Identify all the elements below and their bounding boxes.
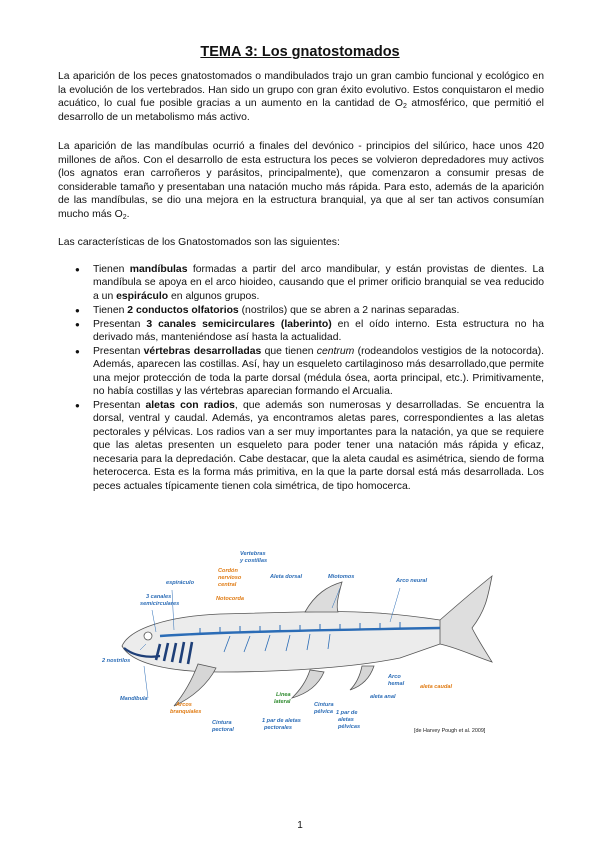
list-item: ● Presentan vértebras desarrolladas que tienen centrum (rodeandolos vestigios de la notocorda). Además, aparecen las costillas. Así, hay un esqueleto cartilaginoso más desarrollado,que permite una mejor protección de toda la parte dorsal (médula ósea, aorta principal, etc.). Primitivamente, no había costillas y las vértebras aparecian formando el Arcualia.: [58, 345, 544, 399]
label-espiraculo: espiráculo: [166, 580, 194, 586]
page-number: 1: [297, 820, 303, 831]
label-notocorda: Notocorda: [216, 596, 244, 602]
label-par-pectorales-line2: pectorales: [264, 725, 292, 731]
label-aleta-anal: aleta anal: [370, 694, 396, 700]
label-cordon-line2: nervioso: [218, 575, 242, 581]
label-aleta-caudal: aleta caudal: [420, 684, 453, 690]
label-nostrilos: 2 nostrilos: [102, 658, 131, 664]
label-par-pectorales-line1: 1 par de aletas: [262, 718, 301, 724]
label-par-pelvicas-line1: 1 par de: [336, 710, 358, 716]
label-cintura-pectoral-line1: Cintura: [212, 720, 232, 726]
label-arco-hemal-line1: Arco: [388, 674, 401, 680]
label-mandibula: Mandíbula: [120, 696, 148, 702]
label-cordon-line1: Cordón: [218, 568, 238, 574]
label-vertebras-line2: y costillas: [240, 558, 268, 564]
label-vertebras-line1: Vertebras: [240, 551, 266, 557]
label-cintura-pelvica-line1: Cintura: [314, 702, 334, 708]
label-arcos-line2: branquiales: [170, 709, 202, 715]
label-cintura-pectoral-line2: pectoral: [212, 727, 234, 733]
label-aleta-dorsal: Aleta dorsal: [270, 574, 303, 580]
label-arco-neural: Arco neural: [396, 578, 428, 584]
label-canales-line2: semicirculares: [140, 601, 180, 607]
label-linea-line2: lateral: [274, 699, 291, 705]
label-miotomos: Miotomos: [328, 574, 355, 580]
label-par-pelvicas-line3: pélvicas: [338, 724, 361, 730]
label-cordon-line3: central: [218, 582, 237, 588]
page-title: TEMA 3: Los gnatostomados: [200, 44, 400, 60]
list-item: ● Tienen 2 conductos olfatorios (nostrilos) que se abren a 2 narinas separadas.: [58, 304, 544, 317]
list-item: ● Presentan 3 canales semicirculares (laberinto) en el oído interno. Esta estructura no ha derivado más, manteniéndose así hasta la actualidad.: [58, 318, 544, 345]
label-cintura-pelvica-line2: pélvica: [314, 709, 333, 715]
gnathostome-anatomy-figure: [100, 548, 510, 748]
paragraph-intro: La aparición de los peces gnatostomados o mandibulados trajo un gran cambio funcional y ecológico en la evolución de los vertebrados. Han sido un grupo con gran éxito evolutivo. Estos conquistaron el medio acuático, lo cual fue posible gracias a un aumento en la cantidad de $O_2$ atmosférico, que permitió el desarrollo de un metabolismo más activo.: [58, 71, 544, 123]
label-arco-hemal-line2: hemal: [388, 681, 405, 687]
label-linea-line1: Linea: [276, 692, 291, 698]
paragraph-mandibles: La aparición de las mandíbulas ocurrió a finales del devónico - principios del silúrico, hace unos 420 millones de años. Con el desarrollo de esta estructura los peces se volvieron depredadores muy activos (los agnatos eran carroñeros y parásitos, principalmente), que comenzaron a consumir presas de considerable tamaño y presentaban una natación mucho más rápida. Para esto, además de la aparición de las mandíbulas, se dio una mejora en la estructura branquial, ya que al ser tan activos consumían mucho más $O_2$.: [58, 141, 544, 221]
figure-citation: [de Harvey Pough et al. 2009]: [414, 728, 486, 734]
characteristics-list: [58, 263, 544, 493]
label-canales-line1: 3 canales: [146, 594, 172, 600]
label-arcos-line1: Arcos: [176, 702, 192, 708]
list-item: ● Presentan aletas con radios, que además son numerosas y desarrolladas. Se encuentra la dorsal, ventral y caudal. Además, ya encontramos aletas pares, correspondientes a las aletas pectorales y pélvicas. Los radios van a ser muy importantes para la natación, ya que se requiere que las aletas presenten un esqueleto para poder tener una natación más rápida y eficaz, necesaria para la depredación. Cabe destacar, que la aleta caudal es asimétrica, siendo de forma heterocerca. Esta es la forma más primitiva, en la que la parte dorsal está más desarrollada. Los peces actuales típicamente tienen cola simétrica, de tipo homocerca.: [58, 399, 544, 493]
list-item: ● Tienen mandíbulas formadas a partir del arco mandibular, y están provistas de dientes. La mandíbula se apoya en el arco hioideo, causando que el primer orificio branquial se vea reducido a un espiráculo en algunos grupos.: [58, 263, 544, 303]
paragraph-characteristics-intro: Las características de los Gnatostomados son las siguientes:: [58, 237, 340, 248]
label-par-pelvicas-line2: aletas: [338, 717, 354, 723]
